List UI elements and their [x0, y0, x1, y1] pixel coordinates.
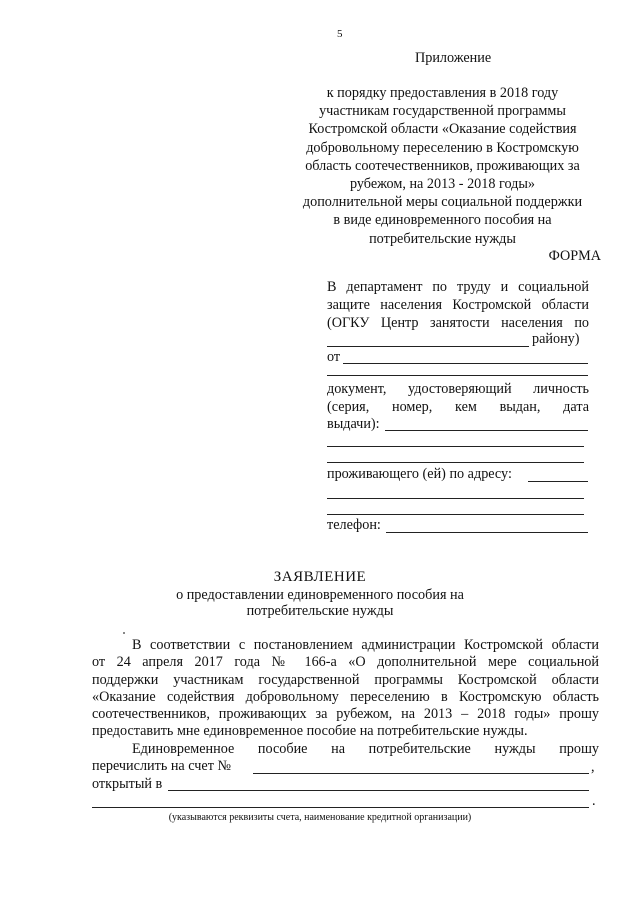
appendix-order-reference	[280, 84, 605, 248]
bank-label: открытый в	[92, 776, 163, 792]
document-blank-line-3[interactable]	[327, 462, 584, 463]
residence-blank-line[interactable]	[528, 481, 588, 482]
order-line: рубежом, на 2013 - 2018 годы»	[349, 175, 536, 192]
issue-label: выдачи):	[327, 416, 380, 432]
from-blank-line[interactable]	[343, 363, 588, 364]
from-blank-line-2[interactable]	[327, 375, 588, 376]
form-label: ФОРМА	[548, 248, 601, 264]
order-line: Костромской области «Оказание содействия	[308, 121, 577, 138]
body-line: соотечественников, проживающих за рубежом, на 2013 – 2018 годы» прошу	[92, 706, 599, 723]
residence-blank-line-3[interactable]	[327, 514, 584, 515]
order-line: к порядку предоставления в 2018 году	[326, 85, 559, 101]
application-body	[92, 637, 599, 758]
body-line: В соответствии с постановлением администрации Костромской области	[132, 637, 599, 653]
account-label: перечислить на счет №	[92, 758, 232, 774]
document-subtitle: о предоставлении единовременного пособия на	[176, 587, 464, 603]
residence-blank-line-2[interactable]	[327, 498, 584, 499]
district-suffix: району)	[532, 331, 580, 347]
page-number: 5	[337, 28, 343, 40]
bank-period: .	[592, 793, 596, 809]
body-line: Единовременное пособие на потребительские нужды прошу	[132, 740, 599, 757]
account-number-blank-line[interactable]	[253, 773, 589, 774]
appendix-label: Приложение	[415, 50, 492, 66]
document-subtitle: потребительские нужды	[246, 603, 394, 619]
scan-speck	[123, 632, 125, 634]
order-line: потребительские нужды	[369, 230, 516, 247]
addressee-line: защите населения Костромской области	[327, 297, 589, 313]
order-line: дополнительной меры социальной поддержки	[302, 194, 583, 211]
phone-label: телефон:	[327, 517, 381, 533]
body-line: поддержки участникам государственной программы Костромской области	[92, 671, 599, 688]
order-line: область соотечественников, проживающих за	[305, 157, 580, 174]
addressee-line: В департамент по труду и социальной	[327, 279, 589, 295]
district-blank-line[interactable]	[327, 346, 529, 347]
body-line: предоставить мне единовременное пособие на потребительские нужды.	[92, 723, 528, 740]
addressee-block	[327, 278, 589, 332]
document-details-label: (серия, номер, кем выдан, дата	[327, 399, 589, 415]
account-comma: ,	[591, 759, 595, 775]
document-blank-line-2[interactable]	[327, 446, 584, 447]
footnote: (указываются реквизиты счета, наименование кредитной организации)	[168, 812, 472, 823]
document-label: документ, удостоверяющий личность	[327, 381, 589, 397]
body-line: «Оказание содействия добровольному переселению в Костромскую область	[92, 688, 599, 705]
document-blank-line[interactable]	[385, 430, 588, 431]
phone-blank-line[interactable]	[386, 532, 588, 533]
order-line: участникам государственной программы	[319, 103, 566, 120]
residence-label: проживающего (ей) по адресу:	[327, 466, 512, 482]
order-line: добровольному переселению в Костромскую	[306, 139, 579, 156]
order-line: в виде единовременного пособия на	[333, 212, 552, 229]
bank-blank-line[interactable]	[168, 790, 589, 791]
document-title: ЗАЯВЛЕНИЕ	[273, 569, 367, 585]
addressee-line: (ОГКУ Центр занятости населения по	[327, 315, 589, 331]
bank-blank-line-2[interactable]	[92, 807, 589, 808]
body-line: от 24 апреля 2017 года № 166-а «О дополнительной мере социальной	[92, 654, 599, 671]
from-label: от	[327, 349, 341, 365]
